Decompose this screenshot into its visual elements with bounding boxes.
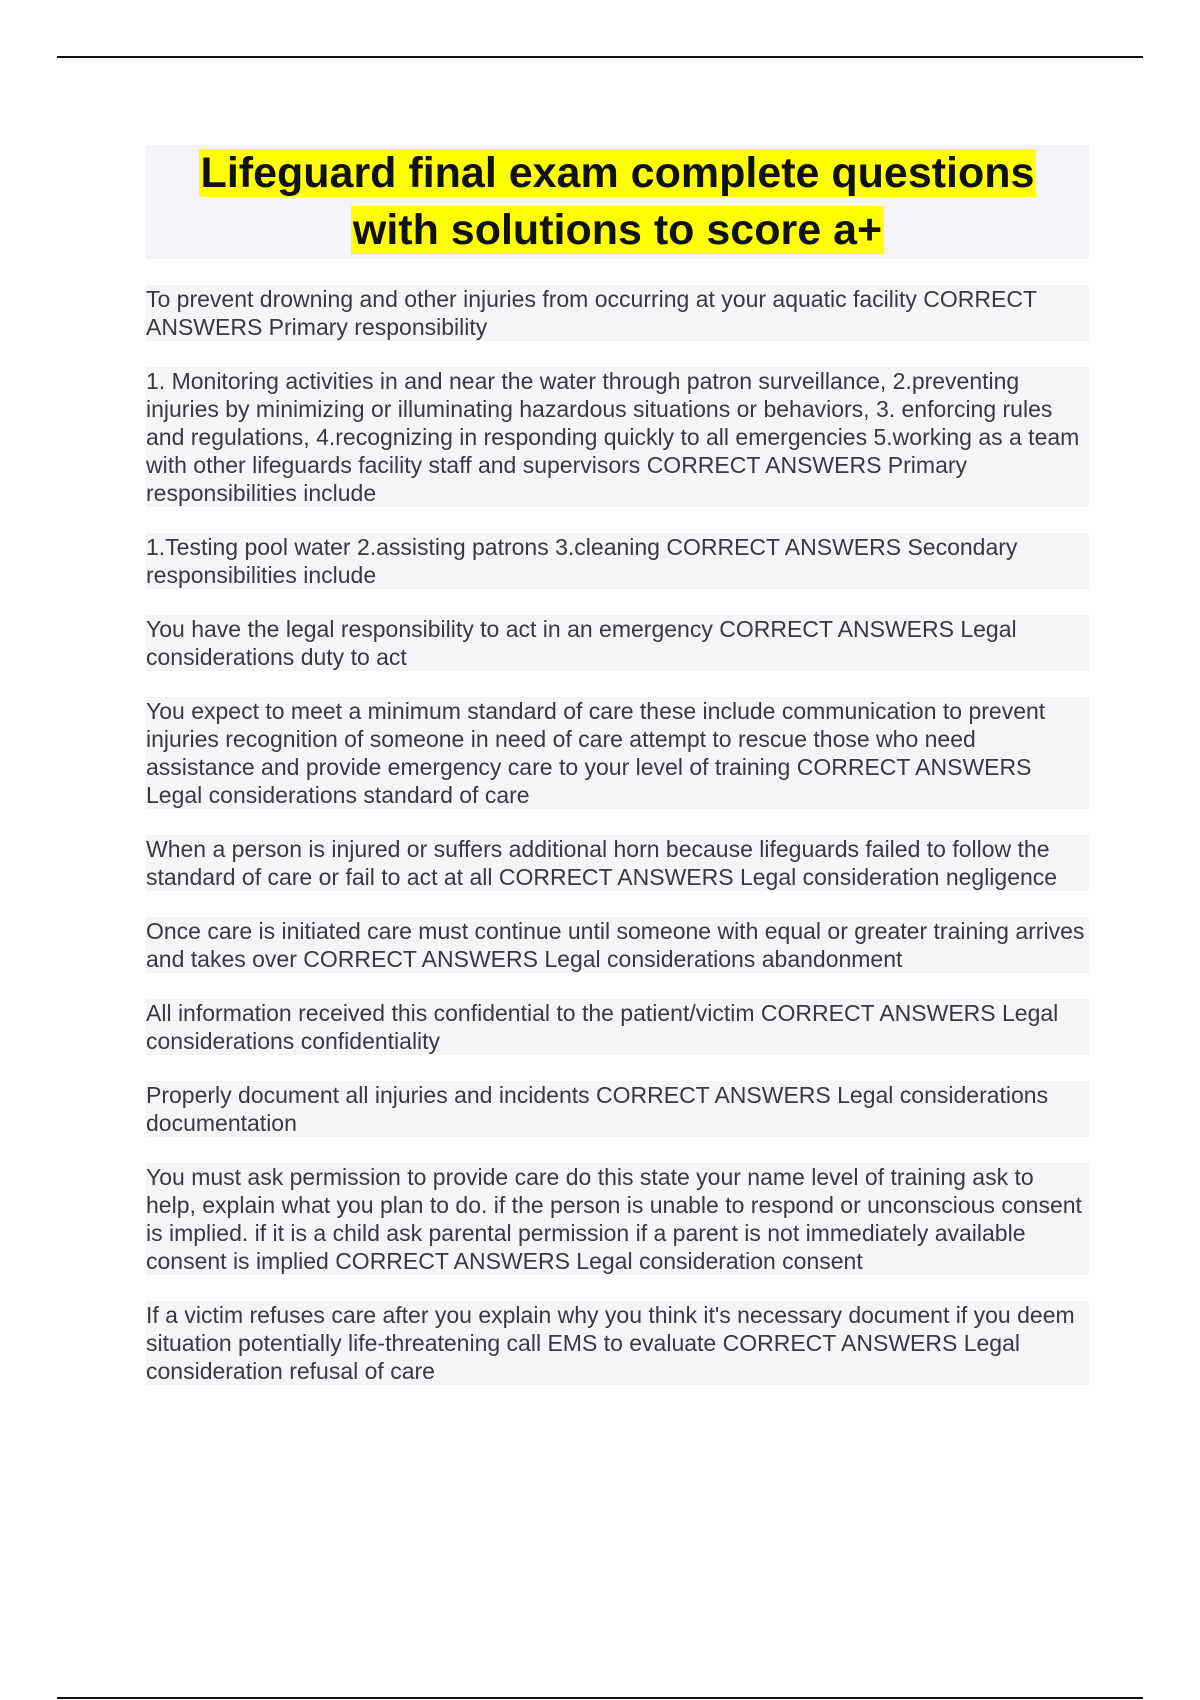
top-rule <box>57 56 1143 58</box>
bottom-rule <box>57 1697 1143 1699</box>
qa-item: When a person is injured or suffers additional horn because lifeguards failed to follow the standard of care or fail to act at all CORRECT ANSWERS Legal consideration negligence <box>146 835 1089 891</box>
document-title <box>146 145 1089 259</box>
qa-item: 1.Testing pool water 2.assisting patrons 3.cleaning CORRECT ANSWERS Secondary responsibilities include <box>146 533 1089 589</box>
document-body <box>146 145 1089 1411</box>
qa-item: To prevent drowning and other injuries from occurring at your aquatic facility CORRECT ANSWERS Primary responsibility <box>146 285 1089 341</box>
qa-item: If a victim refuses care after you explain why you think it's necessary document if you deem situation potentially life-threatening call EMS to evaluate CORRECT ANSWERS Legal consideration refusal of care <box>146 1301 1089 1385</box>
qa-item: You have the legal responsibility to act in an emergency CORRECT ANSWERS Legal considerations duty to act <box>146 615 1089 671</box>
qa-item: Properly document all injuries and incidents CORRECT ANSWERS Legal considerations documentation <box>146 1081 1089 1137</box>
qa-item: 1. Monitoring activities in and near the water through patron surveillance, 2.preventing injuries by minimizing or illuminating hazardous situations or behaviors, 3. enforcing rules and regulations, 4.recognizing in responding quickly to all emergencies 5.working as a team with other lifeguards facility staff and supervisors CORRECT ANSWERS Primary responsibilities include <box>146 367 1089 507</box>
qa-item: You must ask permission to provide care do this state your name level of training ask to help, explain what you plan to do. if the person is unable to respond or unconscious consent is implied. if it is a child ask parental permission if a parent is not immediately available consent is implied CORRECT ANSWERS Legal consideration consent <box>146 1163 1089 1275</box>
qa-item: You expect to meet a minimum standard of care these include communication to prevent injuries recognition of someone in need of care attempt to rescue those who need assistance and provide emergency care to your level of training CORRECT ANSWERS Legal considerations standard of care <box>146 697 1089 809</box>
qa-list <box>146 285 1089 1385</box>
title-line-2: with solutions to score a+ <box>352 206 883 254</box>
qa-item: All information received this confidential to the patient/victim CORRECT ANSWERS Legal considerations confidentiality <box>146 999 1089 1055</box>
title-line-1: Lifeguard final exam complete questions <box>200 149 1035 197</box>
qa-item: Once care is initiated care must continue until someone with equal or greater training arrives and takes over CORRECT ANSWERS Legal considerations abandonment <box>146 917 1089 973</box>
